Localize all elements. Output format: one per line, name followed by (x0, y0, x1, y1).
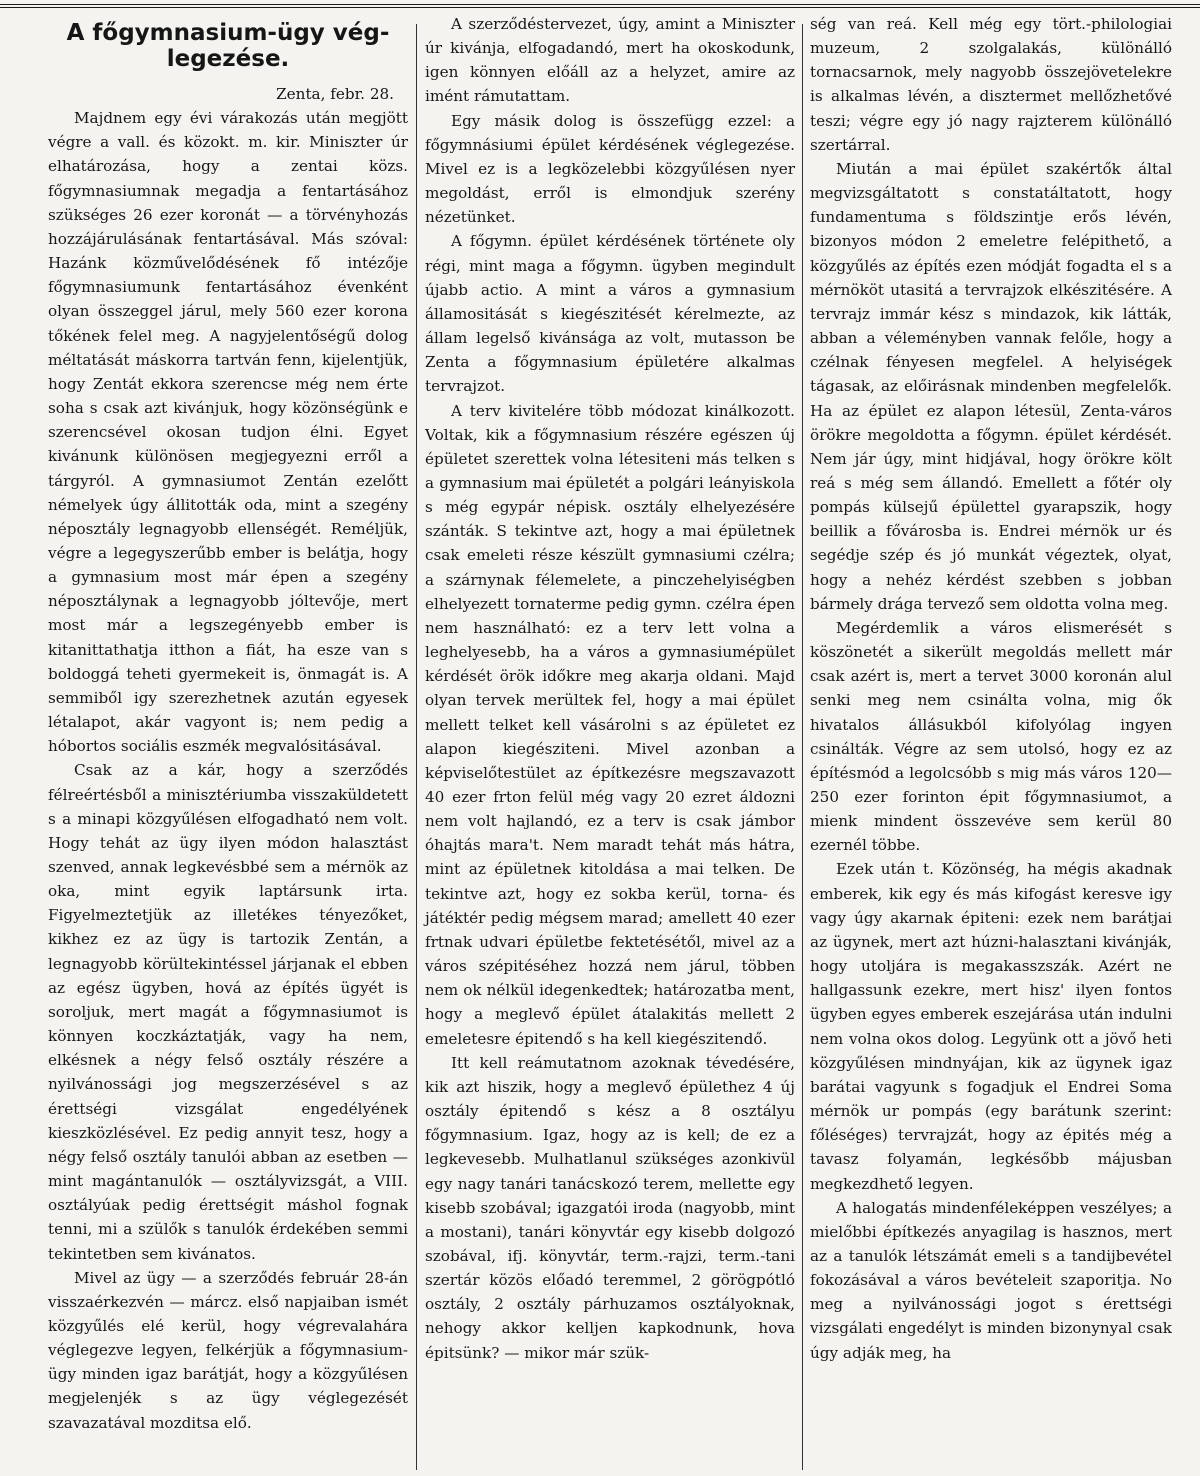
column-3 (810, 12, 1172, 1470)
paragraph: Megérdemlik a város elismerését s köszönetét a sikerült megoldás mellett már csak azért is, mert a tervet 3000 koronán alul senki meg nem csinálta volna, mig ők hivatalos állásukból kifolyólag ingyen csinálták. Végre az sem utolsó, hogy ez az építésmód a legolcsóbb s mig más város 120—250 ezer forinton épit főgymnasiumot, a mienk mindent összevéve sem kerül 80 ezernél többe. (810, 618, 1172, 855)
paragraph: Csak az a kár, hogy a szerződés félreértésből a minisztériumba visszaküldetett s a minapi közgyűlésen elfogadható nem volt. Hogy tehát az ügy ilyen módon halasztást szenved, annak legkevésbbé sem a mérnök az oka, mint egyik laptársunk irta. Figyelmeztetjük az illetékes tényezőket, kikhez ez az ügy is tartozik Zentán, a legnagyobb körültekintéssel járjanak el ebben az egész ügyben, hová az építés ügyét is soroljuk, mert magát a főgymnasiumot is könnyen koczkáztatják, vagy ha nem, elkésnek a négy felső osztály részére a nyilvánossági jog megszerzésével s az érettségi vizsgálat engedélyének kieszközlésével. Ez pedig annyit tesz, hogy a négy felső osztály tanulói abban az esetben — mint magántanulók — osztályvizsgát, a VIII. osztályúak pedig érettségit máshol fognak tenni, mi a szülők s tanulók érdekében semmi tekintetben sem kivánatos. (48, 761, 408, 1263)
paragraph: A halogatás mindenféleképpen veszélyes; a mielőbbi építkezés anyagilag is hasznos, mert az a tanulók létszámát emeli s a tandijbevétel fokozásával a város bevételeit szaporitja. No meg a nyilvánossági jogot s érettségi vizsgálati engedélyt is minden bizonynyal csak úgy adják meg, ha (810, 1198, 1172, 1362)
column-1 (48, 12, 408, 1470)
column-rule (802, 24, 803, 1470)
paragraph: Egy másik dolog is összefügg ezzel: a főgymnásiumi épület kérdésének véglegezése. Mivel ez is a legközelebbi közgyűlésen nyer megoldást, erről is elmondjuk szerény nézetünket. (425, 111, 795, 227)
title-line-2: legezése. (166, 46, 290, 72)
newspaper-page (30, 12, 1195, 1470)
top-rule (0, 4, 1200, 8)
paragraph: A főgymn. épület kérdésének története oly régi, mint maga a főgymn. ügyben megindult újabb actio. A mint a város a gymnasium államositását s kiegészitését kérelmezte, az állam legelső kivánsága az volt, mutasson be Zenta a főgymnasium épületére alkalmas tervrajzot. (425, 232, 795, 396)
article-title (48, 20, 408, 72)
column-2 (425, 12, 795, 1470)
paragraph: Miután a mai épület szakértők által megvizsgáltatott s constatáltatott, hogy fundamentuma s földszintje erős lévén, bizonyos módon 2 emeletre felépithető, a közgyűlés az építés ezen módját fogadta el s a mérnököt utasitá a tervrajzok elkészitésére. A tervrajz immár kész s mindazok, kik látták, abban a véleményben vannak felőle, hogy a czélnak fényesen megfelel. A helyiségek tágasak, az előirásnak mindenben megfelelők. Ha az épület ez alapon létesül, Zenta-város örökre megoldotta a főgymn. épület kérdését. Nem jár úgy, mint hidjával, hogy örökre költ reá s még sem állandó. Emellett a főtér oly pompás külsejű épülettel gyarapszik, hogy beillik a fővárosba is. Endrei mérnök ur és segédje szép és jó munkát végeztek, olyat, hogy a nehéz kérdést szebben s jobban bármely drága tervező sem oldotta volna meg. (810, 159, 1172, 613)
paragraph: Mivel az ügy — a szerződés február 28-án visszaérkezvén — márcz. első napjaiban ismét közgyűlés elé kerül, hogy végrevalahára véglegezve legyen, felkérjük a főgymnasium-ügy minden igaz barátját, hogy a közgyűlésen megjelenjék s az ügy véglegezését szavazatával mozditsa elő. (48, 1268, 408, 1432)
paragraph: ség van reá. Kell még egy tört.-philologiai muzeum, 2 szolgalakás, különálló tornacsarnok, mely nagyobb összejövetelekre is alkalmas lévén, a disztermet mellőzhetővé teszi; végre egy jó nagy rajzterem különálló szertárral. (810, 15, 1172, 154)
title-line-1: A főgymnasium-ügy vég- (66, 20, 390, 46)
paragraph: Ezek után t. Közönség, ha mégis akadnak emberek, kik egy és más kifogást keresve igy vagy úgy akarnak épiteni: ezek nem barátjai az ügynek, mert azt húzni-halasztani kivánják, hogy utoljára is megakasszszák. Azért ne hallgassunk ezekre, mert hisz' ilyen fontos ügyben egyes emberek eszejárása után indulni nem volna okos dolog. Legyünk ott a jövő heti közgyűlésen mindnyájan, kik az ügynek igaz barátai vagyunk s fogadjuk el Endrei Soma mérnök ur pompás (egy barátunk szerint: főléséges) tervrajzát, hogy az épités még a tavasz folyamán, legkésőbb májusban megkezdhető legyen. (810, 860, 1172, 1193)
paragraph: A terv kivitelére több módozat kinálkozott. Voltak, kik a főgymnasium részére egészen új épületet szerettek volna létesiteni más telken s a gymnasium mai épületét a polgári leányiskola s még egypár népisk. osztály elhelyezésére szánták. S tekintve azt, hogy a mai épületnek csak emeleti része készült gymnasiumi czélra; a szárnynak félemelete, a pinczehelyiségben elhelyezett tornaterme pedig gymn. czélra épen nem használható: ez a terv lett volna a leghelyesebb, ha a város a gymnasiumépület kérdését örök időkre meg akarja oldani. Majd olyan tervek merültek fel, hogy a mai épület mellett telket kell vásárolni s az épületet ez alapon kiegésziteni. Mivel azonban a képviselőtestület az építkezésre megszavazott 40 ezer frton felül még vagy 20 ezret áldozni nem volt hajlandó, ez a terv is csak jámbor óhajtás mara't. Nem maradt tehát más hátra, mint az épületnek kitoldása a mai telken. De tekintve azt, hogy ez sokba kerül, torna- és játéktér pedig mégsem marad; amellett 40 ezer frtnak udvari épületbe fektetésétől, mivel az a város szépitéséhez hozzá nem járul, többen nem ok nélkül idegenkedtek; határozatba ment, hogy a meglevő épület átalakitás mellett 2 emeletesre épitendő s ha kell kiegészitendő. (425, 401, 795, 1048)
paragraph: A szerződéstervezet, úgy, amint a Miniszter úr kivánja, elfogadandó, mert ha okoskodunk, igen könnyen előáll az a helyzet, amire az imént rámutattam. (425, 15, 795, 106)
paragraph: Itt kell reámutatnom azoknak tévedésére, kik azt hiszik, hogy a meglevő épülethez 4 új osztály épitendő s kész a 8 osztályu főgymnasium. Igaz, hogy az is kell; de ez a legkevesebb. Mulhatlanul szükséges azonkivül egy nagy tanári tanácskozó terem, mellette egy kisebb szobával; igazgatói iroda (nagyobb, mint a mostani), tanári könyvtár egy kisebb dolgozó szobával, ifj. könyvtár, term.-rajzi, term.-tani szertár közös előadó teremmel, 2 görögpótló osztály, 2 osztály párhuzamos osztályoknak, nehogy akkor kelljen kapkodnunk, hova épitsünk? — mikor már szük- (425, 1053, 795, 1362)
dateline: Zenta, febr. 28. (276, 85, 394, 103)
column-rule (416, 24, 417, 1470)
paragraph: Majdnem egy évi várakozás után megjött végre a vall. és közokt. m. kir. Miniszter úr elhatározása, hogy a zentai közs. főgymnasiumnak megadja a fentartásához szükséges 26 ezer koronát — a törvényhozás hozzájárulásának fentartásával. Más szóval: Hazánk közművelődésének fő intézője főgymnasiumunk fentartásához évenként olyan összeggel járul, mely 560 ezer korona tőkének felel meg. A nagyjelentőségű dolog méltatását máskorra tartván fenn, kijelentjük, hogy Zentát ekkora szerencse még nem érte soha s csak azt kivánjuk, hogy közönségünk e szerencsével okosan tudjon élni. Egyet kivánunk különösen megjegyezni erről a tárgyról. A gymnasiumot Zentán ezelőtt némelyek úgy állitották oda, mint a szegény néposztály legnagyobb ellenségét. Reméljük, végre a legegyszerűbb ember is belátja, hogy a gymnasium most már épen a szegény néposztálynak a legnagyobb jóltevője, mert most már a legszegényebb ember is kitanittathatja itthon a fiát, ha esze van s boldoggá teheti gyermekeit is, önmagát is. A semmiből igy szerezhetnek azután egyesek létalapot, akár vagyont is; nem pedig a hóbortos sociális eszmék megvalósitásával. (48, 109, 408, 756)
